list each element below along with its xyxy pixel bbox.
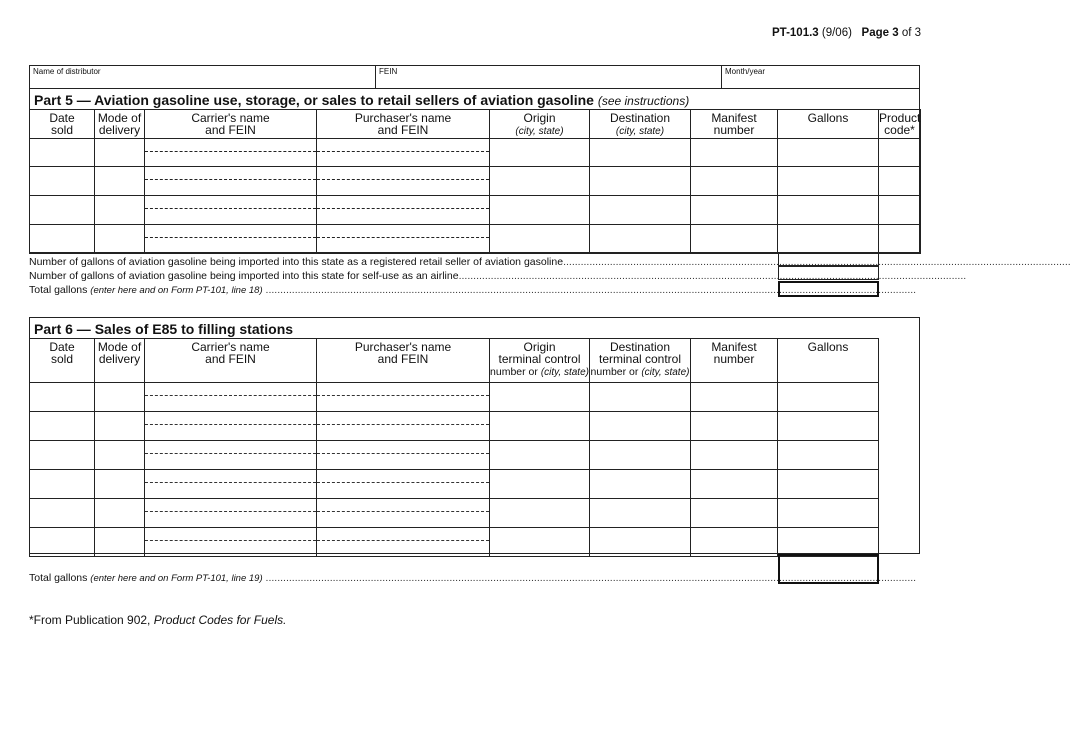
manifest-cell[interactable]: [691, 196, 778, 225]
destination-cell[interactable]: [590, 412, 691, 441]
table-row: [30, 225, 921, 254]
origin-cell[interactable]: [490, 225, 590, 254]
gallons-cell[interactable]: [778, 167, 879, 196]
purchaser-cell[interactable]: [317, 412, 490, 441]
carrier-cell[interactable]: [145, 528, 317, 557]
product-code-cell[interactable]: [879, 196, 921, 225]
destination-cell[interactable]: [590, 196, 691, 225]
mode-cell[interactable]: [95, 167, 145, 196]
carrier-cell[interactable]: [145, 412, 317, 441]
col-purchaser: Purchaser's name and FEIN: [317, 110, 490, 139]
retail-seller-gallons-input[interactable]: [778, 252, 879, 266]
form-identifier: [772, 27, 921, 39]
gallons-cell[interactable]: [778, 470, 879, 499]
date-cell[interactable]: [30, 167, 95, 196]
blank-cell: [879, 470, 921, 499]
col-gallons: Gallons: [778, 339, 879, 383]
col-carrier: Carrier's name and FEIN: [145, 339, 317, 383]
manifest-cell[interactable]: [691, 441, 778, 470]
blank-cell: [879, 383, 921, 412]
part5-summary-airline: Number of gallons of aviation gasoline being imported into this state for self-use as an airline..............................................................................................................................................................................: [29, 270, 967, 282]
col-destination: Destination terminal control number or (city, state): [590, 339, 691, 383]
mode-cell[interactable]: [95, 196, 145, 225]
part6-summary-total: Total gallons (enter here and on Form PT-101, line 19) ...............................................................................................................................................................................................................................: [29, 572, 917, 584]
footnote: *From Publication 902, Product Codes for Fuels.: [29, 613, 287, 627]
carrier-cell[interactable]: [145, 225, 317, 254]
manifest-cell[interactable]: [691, 528, 778, 557]
manifest-cell[interactable]: [691, 412, 778, 441]
table-row: [30, 470, 921, 499]
date-cell[interactable]: [30, 499, 95, 528]
blank-cell: [879, 441, 921, 470]
product-code-cell[interactable]: [879, 225, 921, 254]
date-cell[interactable]: [30, 470, 95, 499]
gallons-cell[interactable]: [778, 441, 879, 470]
col-purchaser: Purchaser's name and FEIN: [317, 339, 490, 383]
product-code-cell[interactable]: [879, 167, 921, 196]
manifest-cell[interactable]: [691, 470, 778, 499]
carrier-cell[interactable]: [145, 441, 317, 470]
col-carrier: Carrier's name and FEIN: [145, 110, 317, 139]
page-total: of 3: [901, 27, 921, 39]
carrier-cell[interactable]: [145, 470, 317, 499]
carrier-cell[interactable]: [145, 167, 317, 196]
destination-cell[interactable]: [590, 470, 691, 499]
purchaser-cell[interactable]: [317, 196, 490, 225]
origin-cell[interactable]: [490, 499, 590, 528]
part5-summary-total: Total gallons (enter here and on Form PT-101, line 18) ...............................................................................................................................................................................................................................: [29, 284, 917, 296]
destination-cell[interactable]: [590, 225, 691, 254]
part6-header-row: [30, 339, 921, 383]
distributor-info-row: [29, 65, 920, 88]
mode-cell[interactable]: [95, 383, 145, 412]
destination-cell[interactable]: [590, 528, 691, 557]
col-gallons: Gallons: [778, 110, 879, 139]
gallons-cell[interactable]: [778, 499, 879, 528]
origin-cell[interactable]: [490, 139, 590, 167]
carrier-cell[interactable]: [145, 499, 317, 528]
col-origin: Origin terminal control number or (city, state): [490, 339, 590, 383]
carrier-cell[interactable]: [145, 139, 317, 167]
col-mode-of-delivery: Mode of delivery: [95, 339, 145, 383]
destination-cell[interactable]: [590, 441, 691, 470]
month-year-field[interactable]: [721, 66, 921, 88]
gallons-cell[interactable]: [778, 528, 879, 557]
manifest-cell[interactable]: [691, 139, 778, 167]
part6-title: Part 6 — Sales of E85 to filling stations: [34, 321, 294, 337]
form-number: PT-101.3: [772, 27, 819, 39]
page-number: Page 3: [861, 27, 899, 39]
carrier-cell[interactable]: [145, 383, 317, 412]
origin-cell[interactable]: [490, 528, 590, 557]
month-year-label: Month/year: [725, 67, 766, 76]
table-row: [30, 196, 921, 225]
airline-gallons-input[interactable]: [778, 266, 879, 280]
part5-header-row: [30, 110, 921, 139]
carrier-cell[interactable]: [145, 196, 317, 225]
manifest-cell[interactable]: [691, 383, 778, 412]
col-origin: Origin (city, state): [490, 110, 590, 139]
destination-cell[interactable]: [590, 383, 691, 412]
col-manifest: Manifest number: [691, 339, 778, 383]
mode-cell[interactable]: [95, 528, 145, 557]
col-date-sold: Date sold: [30, 339, 95, 383]
table-row: [30, 139, 921, 167]
date-cell[interactable]: [30, 441, 95, 470]
part5-section: [29, 88, 920, 253]
form-date: (9/06): [821, 27, 852, 39]
part5-summary-retail-seller: Number of gallons of aviation gasoline being imported into this state as a registered retail seller of aviation gasoline..............................................................................................................................................................................: [29, 256, 1071, 268]
origin-cell[interactable]: [490, 441, 590, 470]
table-row: [30, 383, 921, 412]
table-row: [30, 167, 921, 196]
purchaser-cell[interactable]: [317, 225, 490, 254]
origin-cell[interactable]: [490, 383, 590, 412]
blank-cell: [879, 499, 921, 528]
purchaser-cell[interactable]: [317, 441, 490, 470]
gallons-cell[interactable]: [778, 225, 879, 254]
mode-cell[interactable]: [95, 470, 145, 499]
manifest-cell[interactable]: [691, 499, 778, 528]
gallons-cell[interactable]: [778, 196, 879, 225]
purchaser-cell[interactable]: [317, 383, 490, 412]
table-row: [30, 441, 921, 470]
gallons-cell[interactable]: [778, 383, 879, 412]
part5-title-note: (see instructions): [597, 94, 690, 108]
manifest-cell[interactable]: [691, 225, 778, 254]
gallons-cell[interactable]: [778, 139, 879, 167]
date-cell[interactable]: [30, 528, 95, 557]
mode-cell[interactable]: [95, 441, 145, 470]
table-row: [30, 412, 921, 441]
part6-section: [29, 317, 920, 554]
mode-cell[interactable]: [95, 412, 145, 441]
purchaser-cell[interactable]: [317, 139, 490, 167]
origin-cell[interactable]: [490, 196, 590, 225]
col-manifest: Manifest number: [691, 110, 778, 139]
blank-cell: [879, 412, 921, 441]
distributor-name-field[interactable]: [30, 66, 375, 88]
table-row: [30, 528, 921, 557]
destination-cell[interactable]: [590, 167, 691, 196]
origin-cell[interactable]: [490, 412, 590, 441]
fein-label: FEIN: [379, 67, 398, 76]
col-mode-of-delivery: Mode of delivery: [95, 110, 145, 139]
purchaser-cell[interactable]: [317, 499, 490, 528]
table-row: [30, 499, 921, 528]
purchaser-cell[interactable]: [317, 528, 490, 557]
part6-total-gallons-input[interactable]: [778, 554, 879, 584]
part5-title: Part 5 — Aviation gasoline use, storage, or sales to retail sellers of aviation gasoline (see instructions): [34, 92, 690, 108]
mode-cell[interactable]: [95, 139, 145, 167]
part5-table: [29, 109, 921, 254]
part5-total-gallons-input[interactable]: [778, 281, 879, 297]
origin-cell[interactable]: [490, 470, 590, 499]
distributor-name-label: Name of distributor: [33, 67, 101, 76]
purchaser-cell[interactable]: [317, 470, 490, 499]
destination-cell[interactable]: [590, 499, 691, 528]
date-cell[interactable]: [30, 225, 95, 254]
col-blank: [879, 339, 921, 383]
col-date-sold: Date sold: [30, 110, 95, 139]
manifest-cell[interactable]: [691, 167, 778, 196]
product-code-cell[interactable]: [879, 139, 921, 167]
fein-field[interactable]: [375, 66, 721, 88]
mode-cell[interactable]: [95, 225, 145, 254]
purchaser-cell[interactable]: [317, 167, 490, 196]
col-destination: Destination (city, state): [590, 110, 691, 139]
gallons-cell[interactable]: [778, 412, 879, 441]
date-cell[interactable]: [30, 139, 95, 167]
origin-cell[interactable]: [490, 167, 590, 196]
date-cell[interactable]: [30, 196, 95, 225]
col-product-code: Product code*: [879, 111, 921, 137]
part6-table: [29, 338, 921, 557]
date-cell[interactable]: [30, 383, 95, 412]
blank-cell: [879, 528, 921, 557]
mode-cell[interactable]: [95, 499, 145, 528]
date-cell[interactable]: [30, 412, 95, 441]
destination-cell[interactable]: [590, 139, 691, 167]
